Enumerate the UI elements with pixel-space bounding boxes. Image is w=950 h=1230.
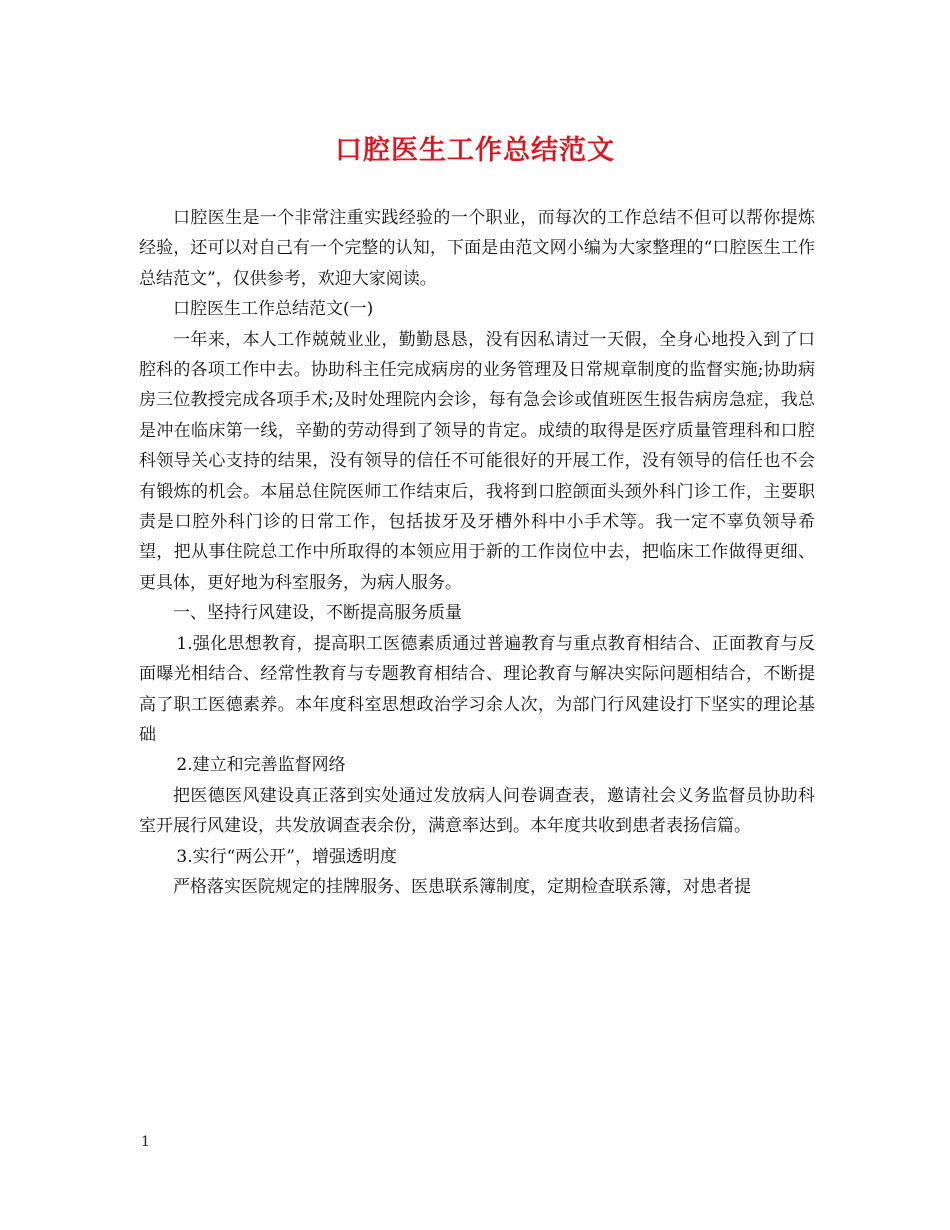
intro-paragraph: 口腔医生是一个非常注重实践经验的一个职业，而每次的工作总结不但可以帮你提炼经验，还可以对自己有一个完整的认知，下面是由范文网小编为大家整理的“口腔医生工作总结范文”，仅供参考，欢迎大家阅读。: [139, 208, 815, 289]
document-body: [139, 203, 815, 902]
section-heading-example-1: 口腔医生工作总结范文(一): [173, 299, 374, 320]
body-paragraph: 一年来，本人工作兢兢业业，勤勤恳恳，没有因私请过一天假，全身心地投入到了口腔科的各项工作中去。协助科主任完成病房的业务管理及日常规章制度的监督实施;协助病房三位教授完成各项手术;及时处理院内会诊，每有急会诊或值班医生报告病房急症，我总是冲在临床第一线，辛勤的劳动得到了领导的肯定。成绩的取得是医疗质量管理科和口腔科领导关心支持的结果，没有领导的信任不可能很好的开展工作，没有领导的信任也不会有锻炼的机会。本届总住院医师工作结束后，我将到口腔颌面头颈外科门诊工作，主要职责是口腔外科门诊的日常工作，包括拔牙及牙槽外科中小手术等。我一定不辜负领导希望，把从事住院总工作中所取得的本领应用于新的工作岗位中去，把临床工作做得更细、更具体，更好地为科室服务，为病人服务。: [139, 329, 815, 593]
page-title: 口腔医生工作总结范文: [335, 135, 615, 166]
numbered-item-2: 2.建立和完善监督网络: [176, 755, 346, 776]
body-paragraph: 把医德医风建设真正落到实处通过发放病人问卷调查表，邀请社会义务监督员协助科室开展行风建设，共发放调查表余份，满意率达到。本年度共收到患者表扬信篇。: [139, 785, 815, 837]
section-heading-conduct: 一、坚持行风建设，不断提高服务质量: [173, 603, 462, 624]
body-paragraph: 严格落实医院规定的挂牌服务、医患联系簿制度，定期检查联系簿，对患者提: [173, 876, 751, 897]
numbered-item-1: 1.强化思想教育，提高职工医德素质通过普遍教育与重点教育相结合、正面教育与反面曝光相结合、经常性教育与专题教育相结合、理论教育与解决实际问题相结合，不断提高了职工医德素养。本年度科室思想政治学习余人次，为部门行风建设打下坚实的理论基础: [139, 633, 815, 745]
page-number: 1: [141, 1134, 150, 1150]
numbered-item-3: 3.实行“两公开”，增强透明度: [176, 846, 397, 867]
